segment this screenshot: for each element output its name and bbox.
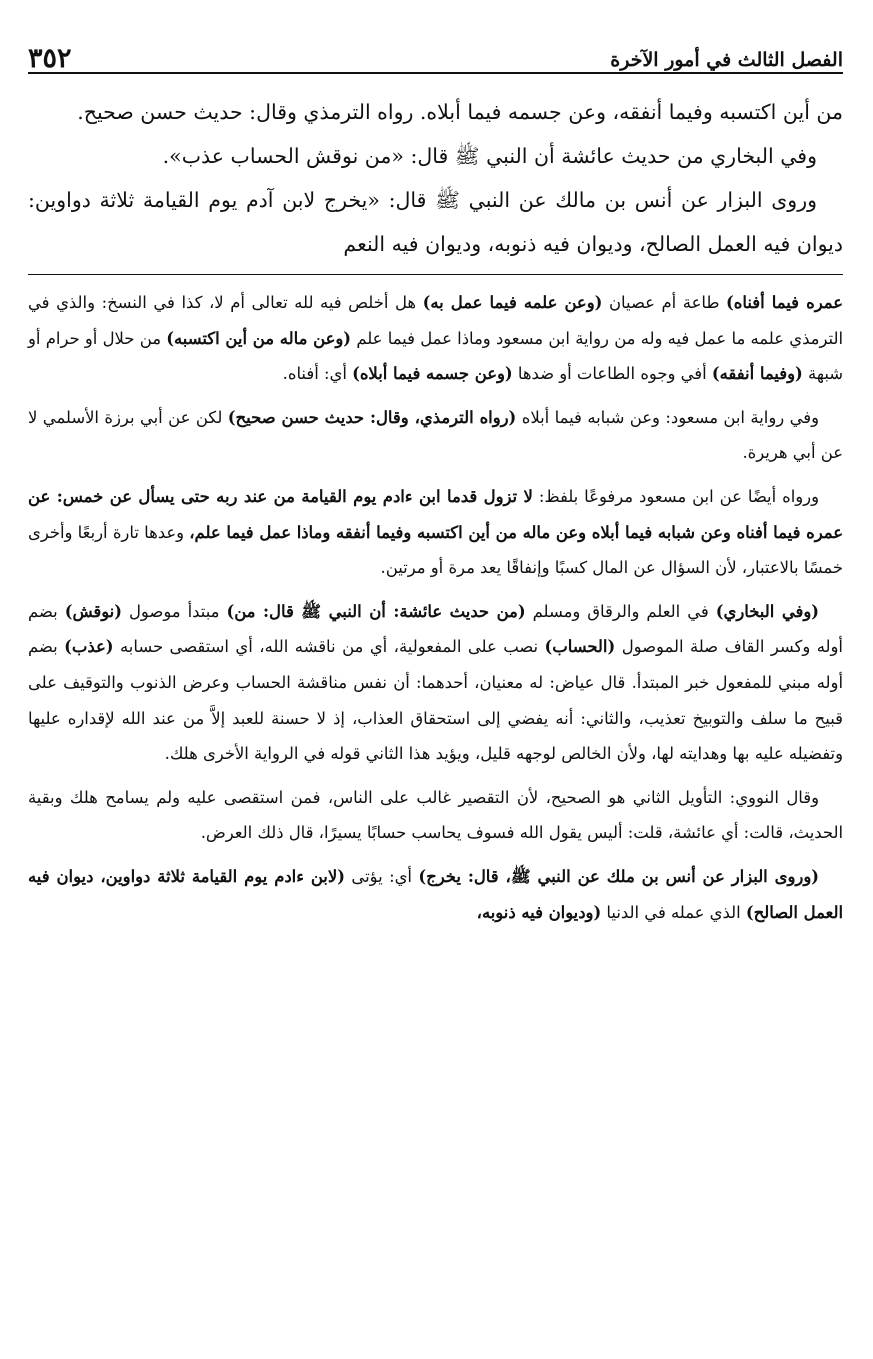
- quoted-phrase: (وعن جسمه فيما أبلاه): [352, 364, 513, 384]
- commentary-text: في العلم والرقاق ومسلم: [525, 601, 716, 621]
- quoted-phrase: (وروى البزار عن أنس بن ملك عن النبي ﷺ، قال: يخرج): [418, 866, 819, 886]
- commentary-text: أي: أفناه.: [282, 364, 353, 384]
- commentary-text: بضم أوله مبني للمفعول خبر المبتدأ. قال عياض: له معنيان، أحدهما: أن نفس مناقشة الحساب وعرض الذنوب والتوقيف على قبيح ما سلف والتوبيخ تعذيب، والثاني: أنه يفضي إلى استحقاق العذاب، إذ لا حسنة للعبد إلاَّ من عند الله لإقداره عليها وتفضيله عليه بها وهدايته لها، ولأن الخالص لوجهه قليل، ويؤيد هذا الثاني قوله في الرواية الأخرى هلك.: [28, 637, 843, 764]
- quoted-phrase: (نوقش): [64, 601, 122, 621]
- commentary-text: مبتدأ موصول: [122, 601, 227, 621]
- quoted-phrase: لا تزول قدما ابن ءادم يوم القيامة من عند ربه حتى يسأل عن خمس: عن عمره فيما أفناه وعن شبابه فيما أبلاه وعن ماله من أين اكتسبه وفيما أنفقه وماذا عمل فيما علم،: [28, 486, 843, 542]
- commentary-text: ورواه أيضًا عن ابن مسعود مرفوعًا بلفظ:: [532, 486, 819, 506]
- chapter-title: الفصل الثالث في أمور الآخرة: [610, 49, 843, 72]
- quoted-phrase: (وعن ماله من أين اكتسبه): [166, 328, 352, 348]
- commentary-text: وعدها تارة أربعًا وأخرى خمسًا بالاعتبار، لأن السؤال عن المال كسبًا وإنفاقًا يعد مرة أو مرتين.: [28, 522, 843, 578]
- commentary-text: طاعة أم عصيان: [602, 293, 727, 312]
- commentary-text: بضم أوله وكسر القاف صلة الموصول: [28, 601, 843, 657]
- main-paragraph: من أين اكتسبه وفيما أنفقه، وعن جسمه فيما أبلاه. رواه الترمذي وقال: حديث حسن صحيح.: [77, 100, 843, 124]
- commentary-text: أي: يؤتى: [344, 866, 419, 886]
- page-number: ٣٥٢: [28, 43, 72, 74]
- main-paragraph: وفي البخاري من حديث عائشة أن النبي ﷺ قال: «من نوقش الحساب عذب».: [162, 144, 817, 168]
- quoted-phrase: (من حديث عائشة: أن النبي ﷺ قال: من): [226, 601, 526, 621]
- quoted-phrase: (لابن ءادم يوم القيامة ثلاثة دواوين، ديوان فيه العمل الصالح): [28, 866, 843, 922]
- book-page: [28, 30, 843, 938]
- main-text: [28, 74, 843, 266]
- quoted-phrase: (وديوان فيه ذنوبه،: [476, 902, 602, 922]
- commentary-paragraph: [28, 479, 843, 586]
- commentary-text: وفي رواية ابن مسعود: وعن شبابه فيما أبلاه: [516, 407, 819, 427]
- main-paragraph: وروى البزار عن أنس بن مالك عن النبي ﷺ قال: «يخرج لابن آدم يوم القيامة ثلاثة دواوين: ديوان فيه العمل الصالح، وديوان فيه ذنوبه، وديوان فيه النعم: [28, 188, 843, 256]
- commentary-text: من حلال أو حرام أو شبهة: [28, 328, 843, 384]
- quoted-phrase: (وفيما أنفقه): [711, 364, 803, 384]
- commentary-text: أفي وجوه الطاعات أو ضدها: [512, 364, 712, 384]
- page-header: [28, 30, 843, 74]
- quoted-phrase: (رواه الترمذي، وقال: حديث حسن صحيح): [227, 407, 517, 427]
- commentary-text: لكن عن أبي برزة الأسلمي لا عن أبي هريرة.: [28, 407, 843, 463]
- quoted-phrase: (عذب): [64, 637, 114, 657]
- commentary-text: هل أخلص فيه لله تعالى أم لا، كذا في النسخ: والذي في الترمذي علمه ما عمل فيه وله من رواية ابن مسعود وماذا عمل فيما علم: [28, 293, 843, 348]
- commentary-paragraph: [28, 859, 843, 930]
- commentary-paragraph: [28, 594, 843, 772]
- quoted-phrase: (الحساب): [544, 637, 616, 657]
- commentary: [28, 275, 843, 930]
- commentary-text: الذي عمله في الدنيا: [601, 902, 746, 922]
- commentary-paragraph: وقال النووي: التأويل الثاني هو الصحيح، لأن التقصير غالب على الناس، فمن استقصى عليه ولم يسامح هلك وبقية الحديث، قالت: أي عائشة، قلت: أليس يقول الله فسوف يحاسب حسابًا يسيرًا، قال ذلك العرض.: [28, 787, 843, 843]
- commentary-paragraph: [28, 285, 843, 392]
- commentary-text: نصب على المفعولية، أي من ناقشه الله، أي استقصى حسابه: [113, 637, 545, 657]
- quoted-phrase: (وفي البخاري): [715, 601, 819, 621]
- commentary-paragraph: [28, 400, 843, 471]
- quoted-phrase: عمره فيما أفناه): [726, 293, 843, 312]
- quoted-phrase: (وعن علمه فيما عمل به): [422, 293, 603, 312]
